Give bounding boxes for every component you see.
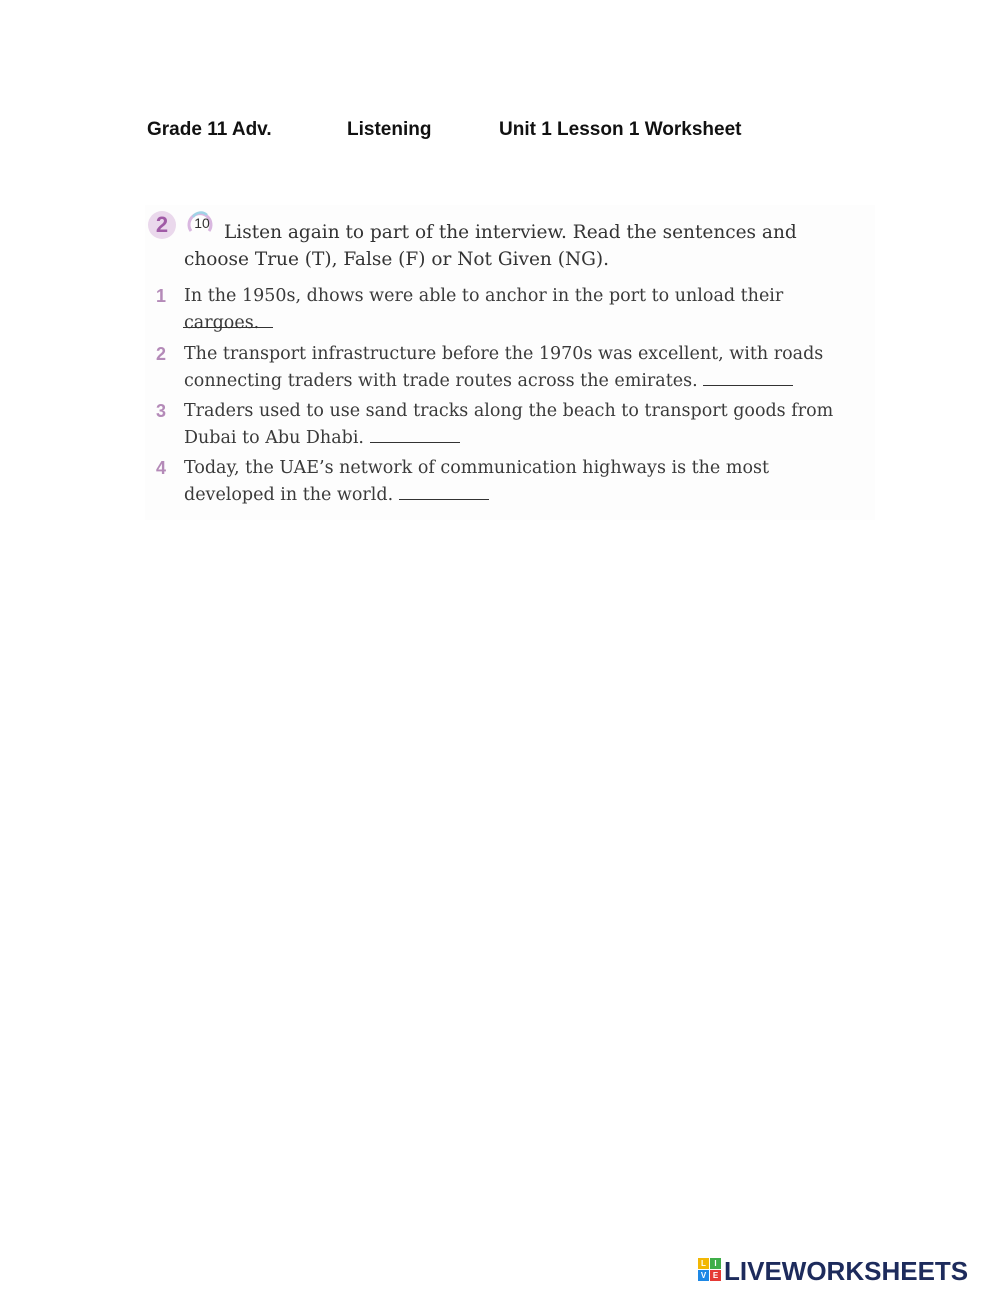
answer-blank-2[interactable] xyxy=(703,369,793,386)
question-number: 1 xyxy=(156,286,167,306)
exercise-instruction: Listen again to part of the interview. Read the sentences and choose True (T), False (F) or Not Given (NG). xyxy=(184,222,797,270)
question-text: Today, the UAE’s network of communication highways is the most developed in the world. xyxy=(184,458,769,505)
answer-blank-4[interactable] xyxy=(399,483,489,500)
question-text: Traders used to use sand tracks along the beach to transport goods from Dubai to Abu Dhabi. xyxy=(184,401,834,448)
skill-label: Listening xyxy=(347,119,432,140)
unit-lesson-label: Unit 1 Lesson 1 Worksheet xyxy=(499,119,742,140)
task-number-badge: 2 xyxy=(148,211,176,239)
logo-text: LIVEWORKSHEETS xyxy=(724,1256,969,1286)
worksheet-header xyxy=(147,119,867,145)
question-text: The transport infrastructure before the 1970s was excellent, with roads connecting traders with trade routes across the emirates. xyxy=(184,344,824,391)
question-number: 4 xyxy=(156,458,167,478)
liveworksheets-logo-icon: L I V E xyxy=(698,1258,722,1282)
audio-track-number: 10 xyxy=(194,215,210,231)
question-text: In the 1950s, dhows were able to anchor in the port to unload their cargoes. xyxy=(184,286,784,333)
answer-blank-1[interactable] xyxy=(183,327,273,328)
grade-label: Grade 11 Adv. xyxy=(147,119,272,140)
question-number: 3 xyxy=(156,401,167,421)
liveworksheets-logo[interactable] xyxy=(698,1256,994,1286)
answer-blank-3[interactable] xyxy=(370,426,460,443)
question-number: 2 xyxy=(156,344,167,364)
exercise-block xyxy=(145,205,875,520)
